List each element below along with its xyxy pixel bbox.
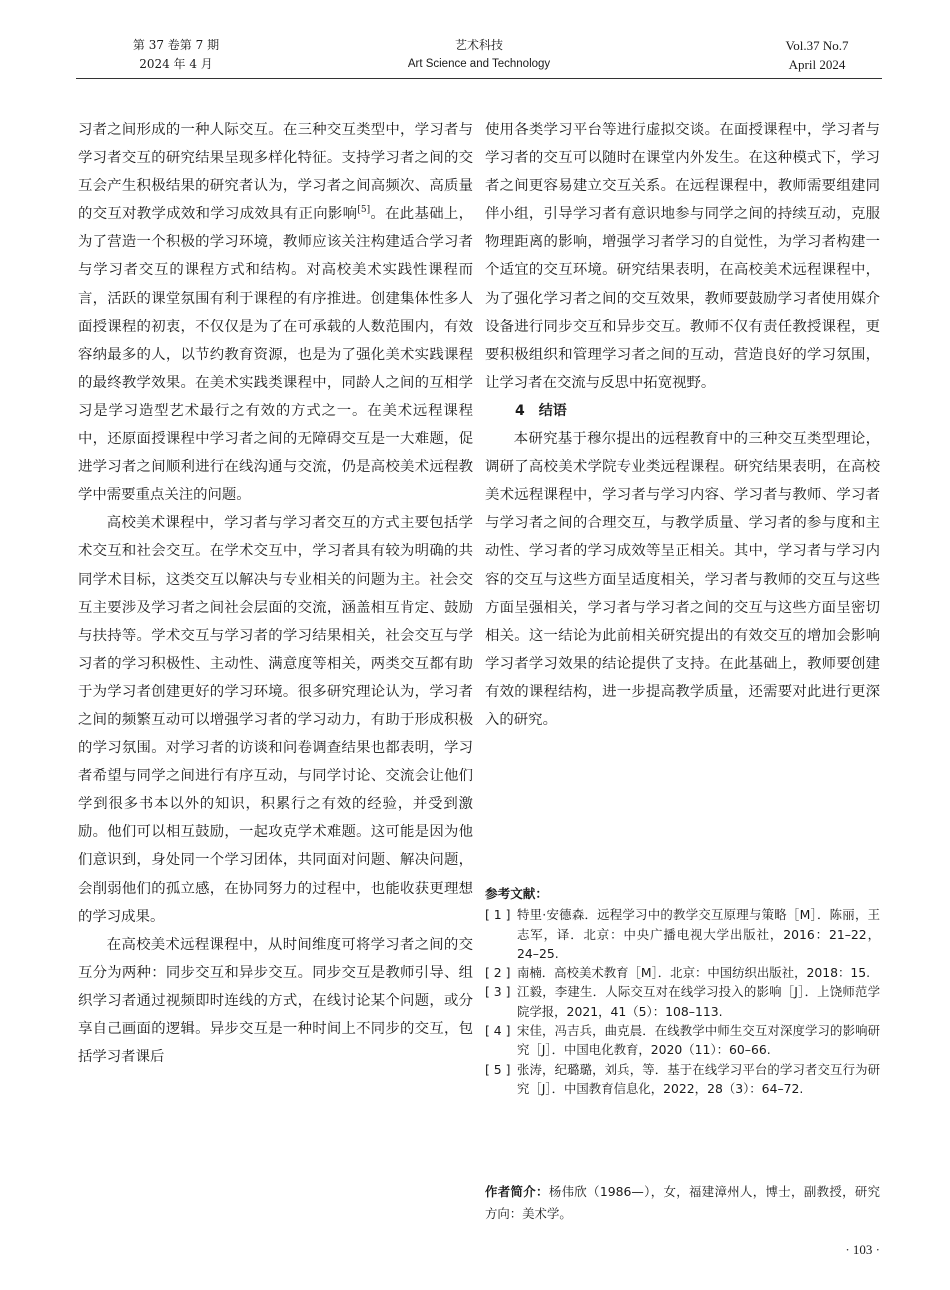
references-title: 参考文献：	[485, 886, 548, 901]
header-date: 2024 年 4 月	[139, 57, 213, 71]
reference-text: 张涛，纪璐璐，刘兵，等．基于在线学习平台的学习者交互行为研究［J］．中国教育信息化，2022，28（3）：64–72.	[517, 1061, 880, 1096]
reference-item	[485, 905, 880, 963]
reference-number: [ 3 ]	[485, 984, 511, 1000]
header-volume-block	[106, 36, 246, 74]
header-journal-block	[376, 36, 582, 74]
reference-text: 特里·安德森．远程学习中的教学交互原理与策略［M］．陈丽，王志军，译．北京：中央广播电视大学出版社，2016：21–22，24–25.	[517, 907, 880, 961]
reference-text: 宋佳，冯吉兵，曲克晨．在线教学中师生交互对深度学习的影响研究［J］．中国电化教育，2020（11）：60–66.	[517, 1023, 880, 1058]
paragraph-text: 习者之间形成的一种人际交互。在三种交互类型中，学习者与学习者交互的研究结果呈现多样化特征。支持学习者之间的交互会产生积极结果的研究者认为，学习者之间高频次、高质量的交互对教学成效和学习成效具有正向影响	[78, 122, 473, 223]
author-label: 作者简介：	[485, 1184, 549, 1199]
reference-item	[485, 982, 880, 1021]
page-header	[76, 36, 882, 79]
reference-text: 江毅，李建生．人际交互对在线学习投入的影响［J］．上饶师范学院学报，2021，41（5）：108–113.	[517, 984, 880, 1019]
header-volume: 第 37 卷第 7 期	[132, 38, 220, 52]
reference-number: [ 1 ]	[485, 907, 511, 923]
header-journal-en: Art Science and Technology	[407, 58, 551, 70]
body-paragraph: 在高校美术远程课程中，从时间维度可将学习者之间的交互分为两种：同步交互和异步交互。同步交互是教师引导、组织学习者通过视频即时连线的方式，在线讨论某个问题，或分享自己画面的逻辑。异步交互是一种时间上不同步的交互，包括学习者课后	[78, 936, 473, 1066]
citation-marker: [5]	[357, 205, 371, 216]
reference-number: [ 4 ]	[485, 1023, 511, 1039]
author-text: 杨伟欣（1986—），女，福建漳州人，博士，副教授，研究方向：美术学。	[485, 1184, 881, 1221]
body-paragraph: 高校美术课程中，学习者与学习者交互的方式主要包括学术交互和社会交互。在学术交互中，学习者具有较为明确的共同学术目标，这类交互以解决与专业相关的问题为主。社会交互主要涉及学习者之间社会层面的交流，涵盖相互肯定、鼓励与扶持等。学术交互与学习者的学习结果相关，社会交互与学习者的学习积极性、主动性、满意度等相关，两类交互都有助于为学习者创建更好的学习环境。很多研究理论认为，学习者之间的频繁互动可以增强学习者的学习动力，有助于形成积极的学习氛围。对学习者的访谈和问卷调查结果也都表明，学习者希望与同学之间进行有序互动，与同学讨论、交流会让他们学到很多书本以外的知识，积累行之有效的经验，并受到激励。他们可以相互鼓励，一起攻克学术难题。这可能是因为他们意识到，身处同一个学习团体，共同面对问题、解决问题，会削弱他们的孤立感，在协同努力的过程中，也能收获更理想的学习成果。	[78, 515, 473, 925]
reference-item	[485, 1060, 880, 1099]
paragraph-text: 。在此基础上，为了营造一个积极的学习环境，教师应该关注构建适合学习者与学习者交互的课程方式和结构。对高校美术实践性课程而言，活跃的课堂氛围有利于课程的有序推进。创建集体性多人面授课程的初衷，不仅仅是为了在可承载的人数范围内，有效容纳最多的人，以节约教育资源，也是为了强化美术实践课程的最终教学效果。在美术实践类课程中，同龄人之间的互相学习是学习造型艺术最行之有效的方式之一。在美术远程课程中，还原面授课程中学习者之间的无障碍交互是一大难题，促进学习者之间顺利进行在线沟通与交流，仍是高校美术远程教学中需要重点关注的问题。	[78, 206, 473, 504]
body-paragraph: 使用各类学习平台等进行虚拟交谈。在面授课程中，学习者与学习者的交互可以随时在课堂内外发生。在这种模式下，学习者之间更容易建立交互关系。在远程课程中，教师需要组建同伴小组，引导学习者有意识地参与同学之间的持续互动，克服物理距离的影响，增强学习者学习的自觉性，为学习者构建一个适宜的交互环境。研究结果表明，在高校美术远程课程中，为了强化学习者之间的交互效果，教师要鼓励学习者使用媒介设备进行同步交互和异步交互。教师不仅有责任教授课程，更要积极组织和管理学习者之间的互动，营造良好的学习氛围，让学习者在交流与反思中拓宽视野。	[485, 122, 880, 391]
body-paragraph: 本研究基于穆尔提出的远程教育中的三种交互类型理论，调研了高校美术学院专业类远程课程。研究结果表明，在高校美术远程课程中，学习者与学习内容、学习者与教师、学习者与学习者之间的合理交互，与教学质量、学习者的参与度和主动性、学习者的学习成效等呈正相关。其中，学习者与学习内容的交互与这些方面呈适度相关，学习者与教师的交互与这些方面呈强相关，学习者与学习者之间的交互与这些方面呈密切相关。这一结论为此前相关研究提出的有效交互的增加会影响学习者学习效果的结论提供了支持。在此基础上，教师要创建有效的课程结构，进一步提高教学质量，还需要对此进行更深入的研究。	[485, 431, 880, 728]
reference-item	[485, 963, 880, 982]
header-volume-en: Vol.37 No.7	[785, 38, 849, 53]
reference-number: [ 2 ]	[485, 965, 511, 981]
reference-text: 南楠．高校美术教育［M］．北京：中国纺织出版社，2018：15.	[517, 965, 871, 981]
author-introduction	[485, 1181, 880, 1224]
section-heading: 4 结语	[515, 402, 567, 419]
left-column	[78, 116, 473, 1071]
right-column	[485, 116, 880, 734]
header-date-en: April 2024	[788, 57, 846, 72]
references-section	[485, 884, 880, 1098]
reference-item	[485, 1021, 880, 1060]
reference-number: [ 5 ]	[485, 1061, 511, 1077]
page-number: · 103 ·	[845, 1242, 880, 1257]
header-volume-en-block	[752, 36, 882, 74]
header-journal-cn: 艺术科技	[454, 38, 503, 52]
body-paragraph	[78, 116, 473, 509]
